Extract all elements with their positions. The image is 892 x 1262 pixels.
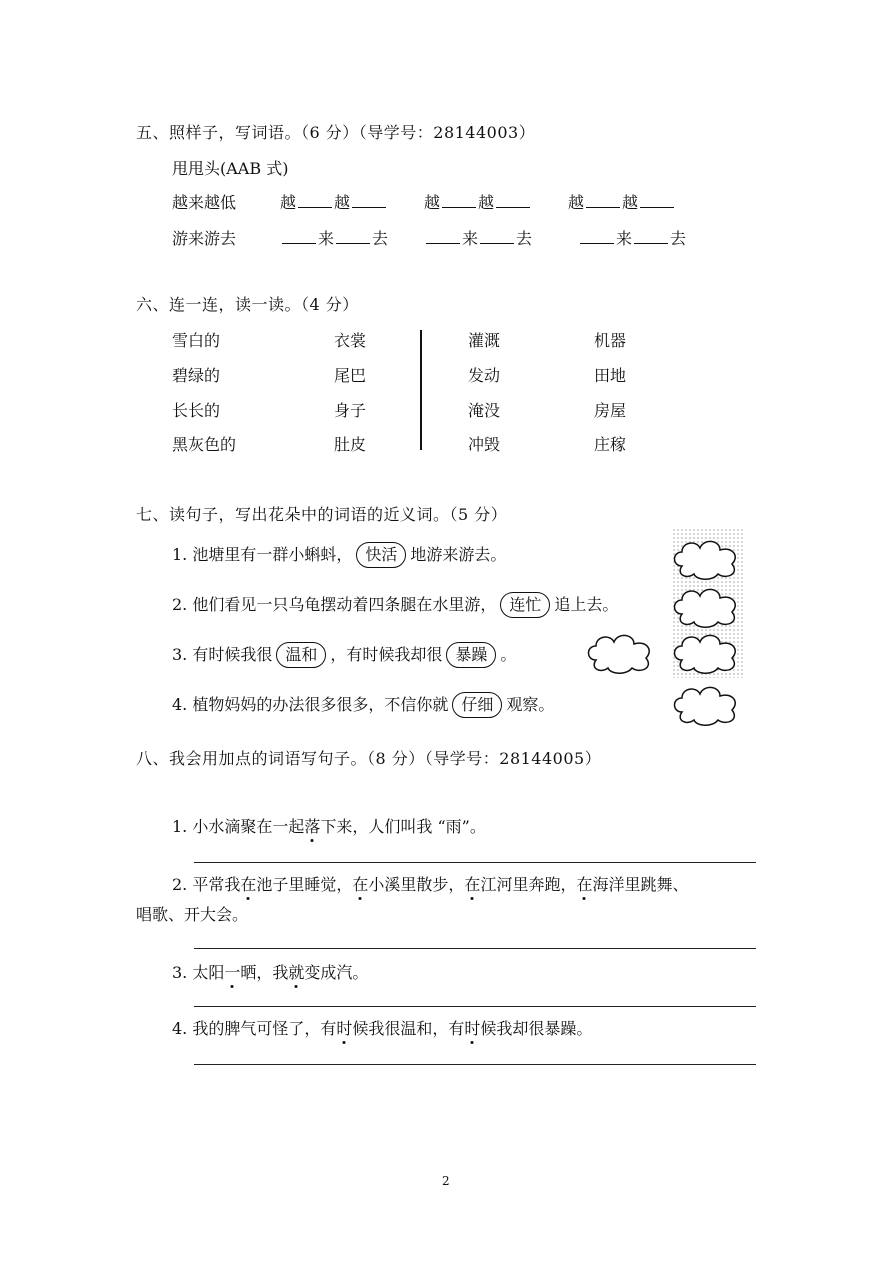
blank[interactable] (580, 229, 614, 244)
match-left-noun[interactable]: 尾巴 (334, 366, 367, 385)
section8-sentence-4: 4. 我的脾气可怪了，有时候我很温和，有时候我却很暴躁。 (172, 1019, 593, 1038)
match-left-adj[interactable]: 雪白的 (172, 331, 221, 350)
match-right-verb[interactable]: 淹没 (468, 401, 501, 420)
section5-row2-item2: 来 去 (424, 226, 532, 249)
blank[interactable] (634, 229, 668, 244)
blank[interactable] (586, 193, 620, 208)
section7-sentence-2: 2. 他们看见一只乌龟摆动着四条腿在水里游， 连忙 追上去。 (172, 592, 618, 618)
blank[interactable] (352, 193, 386, 208)
section5-row2-item1: 来 去 (280, 226, 388, 249)
blank[interactable] (442, 193, 476, 208)
blank[interactable] (298, 193, 332, 208)
section8-sentence-2-cont: 唱歌、开大会。 (136, 905, 249, 924)
blank[interactable] (640, 193, 674, 208)
flower-answer-box[interactable] (584, 630, 658, 674)
match-right-noun[interactable]: 庄稼 (594, 435, 627, 454)
section8-sentence-2: 2. 平常我在池子里睡觉，在小溪里散步，在江河里奔跑，在海洋里跳舞、 (172, 875, 689, 894)
page-number: 2 (442, 1174, 450, 1188)
blank[interactable] (496, 193, 530, 208)
section7-sentence-3: 3. 有时候我很 温和 ，有时候我却很 暴躁 。 (172, 642, 516, 668)
match-left-noun[interactable]: 身子 (334, 401, 367, 420)
match-left-adj[interactable]: 长长的 (172, 401, 221, 420)
flower-word: 暴躁 (446, 642, 496, 668)
flower-answer-box[interactable] (670, 630, 744, 674)
blank[interactable] (480, 229, 514, 244)
flower-word: 仔细 (452, 692, 502, 718)
match-right-verb[interactable]: 冲毁 (468, 435, 501, 454)
section5-row1-item2: 越 越 (424, 190, 532, 213)
section5-title: 五、照样子，写词语。（6 分）（导学号：28144003） (136, 123, 536, 142)
match-left-adj[interactable]: 碧绿的 (172, 366, 221, 385)
section8-sentence-1: 1. 小水滴聚在一起落下来，人们叫我 “雨”。 (172, 817, 486, 836)
section5-row2-item3: 来 去 (578, 226, 686, 249)
match-right-verb[interactable]: 灌溉 (468, 331, 501, 350)
answer-line[interactable] (194, 948, 756, 949)
flower-answer-box[interactable] (670, 584, 744, 628)
section8-title: 八、我会用加点的词语写句子。（8 分）（导学号：28144005） (136, 749, 602, 768)
flower-answer-box[interactable] (670, 536, 744, 580)
blank[interactable] (426, 229, 460, 244)
section7-sentence-1: 1. 池塘里有一群小蝌蚪， 快活 地游来游去。 (172, 542, 506, 568)
section6-title: 六、连一连，读一读。（4 分） (136, 295, 359, 314)
flower-word: 温和 (276, 642, 326, 668)
match-left-noun[interactable]: 肚皮 (334, 435, 367, 454)
answer-line[interactable] (194, 1006, 756, 1007)
flower-answer-box[interactable] (670, 682, 744, 726)
blank[interactable] (336, 229, 370, 244)
match-right-verb[interactable]: 发动 (468, 366, 501, 385)
section5-row1-label: 越来越低 (172, 193, 237, 212)
match-left-adj[interactable]: 黑灰色的 (172, 435, 237, 454)
match-right-noun[interactable]: 田地 (594, 366, 627, 385)
match-right-noun[interactable]: 机器 (594, 331, 627, 350)
section5-row1-item1: 越 越 (280, 190, 388, 213)
section7-title: 七、读句子，写出花朵中的词语的近义词。（5 分） (136, 505, 508, 524)
match-left-noun[interactable]: 衣裳 (334, 331, 367, 350)
section5-example: 甩甩头(AAB 式) (172, 159, 289, 178)
section8-sentence-3: 3. 太阳一晒，我就变成汽。 (172, 963, 369, 982)
section5-row2-label: 游来游去 (172, 229, 237, 248)
answer-line[interactable] (194, 1064, 756, 1065)
section7-sentence-4: 4. 植物妈妈的办法很多很多，不信你就 仔细 观察。 (172, 692, 554, 718)
match-right-noun[interactable]: 房屋 (594, 401, 627, 420)
flower-word: 快活 (356, 542, 406, 568)
divider-line (420, 330, 422, 450)
answer-line[interactable] (194, 862, 756, 863)
section5-row1-item3: 越 越 (568, 190, 676, 213)
blank[interactable] (282, 229, 316, 244)
flower-word: 连忙 (500, 592, 550, 618)
